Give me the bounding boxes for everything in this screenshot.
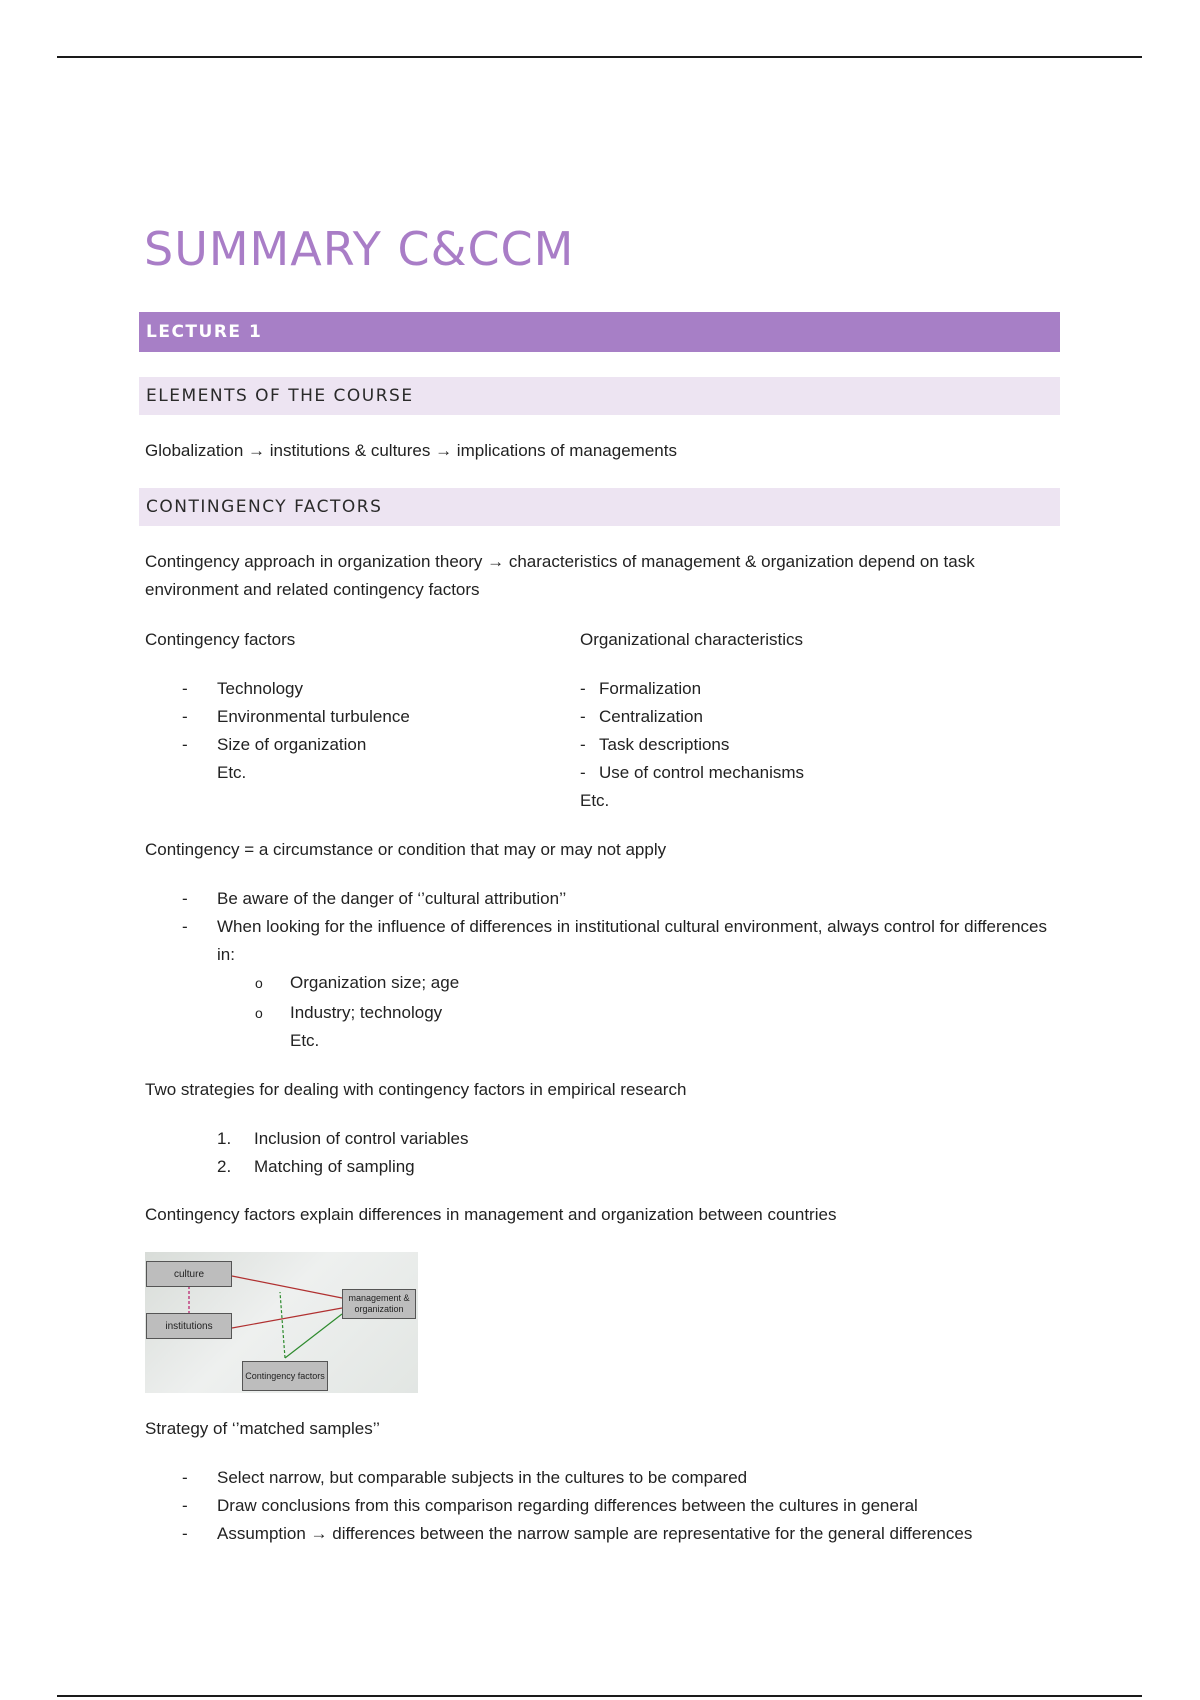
circle-bullet-icon: o [255,1005,263,1021]
elements-text: Globalization → institutions & cultures → implications of managements [145,441,677,460]
footer-rule [57,1695,1142,1697]
bullet-dash: - [580,679,586,698]
col-right-title: Organizational characteristics [580,630,803,649]
strategies-title: Two strategies for dealing with contingency factors in empirical research [145,1080,687,1099]
sub-bullet-item: Organization size; age [290,973,460,992]
management-organization-box: management & organization [342,1289,416,1319]
sub-bullet-item: Industry; technology [290,1003,443,1022]
org-characteristic-item: Formalization [599,679,702,698]
list-number: 2. [217,1157,232,1176]
lecture-heading: LECTURE 1 [139,312,1060,352]
contingency-factor-item: Environmental turbulence [217,707,410,726]
strategy-item: Inclusion of control variables [254,1129,469,1148]
strategy-item: Matching of sampling [254,1157,415,1176]
bullet-dash: - [182,1468,188,1487]
institutions-box: institutions [146,1313,232,1339]
contingency-diagram [145,1252,418,1393]
contingency-factor-item: Size of organization [217,735,367,754]
bullet-dash: - [182,679,188,698]
matched-bullet-item: Select narrow, but comparable subjects in the cultures to be compared [217,1468,748,1487]
org-characteristic-item: Centralization [599,707,703,726]
bullet-dash: - [182,1524,188,1543]
contingency-factor-item: Etc. [217,763,247,782]
matched-bullet-item: Draw conclusions from this comparison regarding differences between the cultures in general [217,1496,918,1515]
section-heading-contingency: CONTINGENCY FACTORS [139,488,1060,526]
bullet-item: When looking for the influence of differences in institutional cultural environment, always control for differences in: [217,917,1047,964]
col-left-title: Contingency factors [145,630,296,649]
org-characteristic-item: Etc. [580,791,610,810]
document-title: SUMMARY C&CCM [144,222,575,276]
matched-bullet-item: Assumption → differences between the narrow sample are representative for the general differences [217,1524,973,1543]
bullet-dash: - [182,889,188,908]
contingency-factors-box: Contingency factors [242,1361,328,1391]
bullet-dash: - [182,707,188,726]
bullet-dash: - [580,707,586,726]
contingency-factor-item: Technology [217,679,304,698]
contingency-intro: Contingency approach in organization theory → characteristics of management & organization depend on task environment and related contingency factors [145,552,975,599]
bullet-dash: - [182,735,188,754]
org-characteristic-item: Task descriptions [599,735,730,754]
header-rule [57,56,1142,58]
section-heading-elements: ELEMENTS OF THE COURSE [139,377,1060,415]
org-characteristic-item: Use of control mechanisms [599,763,805,782]
bullet-dash: - [580,763,586,782]
matched-samples-title: Strategy of ‘’matched samples’’ [145,1419,380,1438]
explain-text: Contingency factors explain differences in management and organization between countries [145,1205,837,1224]
list-number: 1. [217,1129,232,1148]
bullet-dash: - [182,1496,188,1515]
bullet-dash: - [580,735,586,754]
contingency-definition: Contingency = a circumstance or condition that may or may not apply [145,840,667,859]
bullet-dash: - [182,917,188,936]
bullet-item: Be aware of the danger of ‘’cultural attribution’’ [217,889,567,908]
circle-bullet-icon: o [255,975,263,991]
culture-box: culture [146,1261,232,1287]
sub-bullet-item: Etc. [290,1031,320,1050]
